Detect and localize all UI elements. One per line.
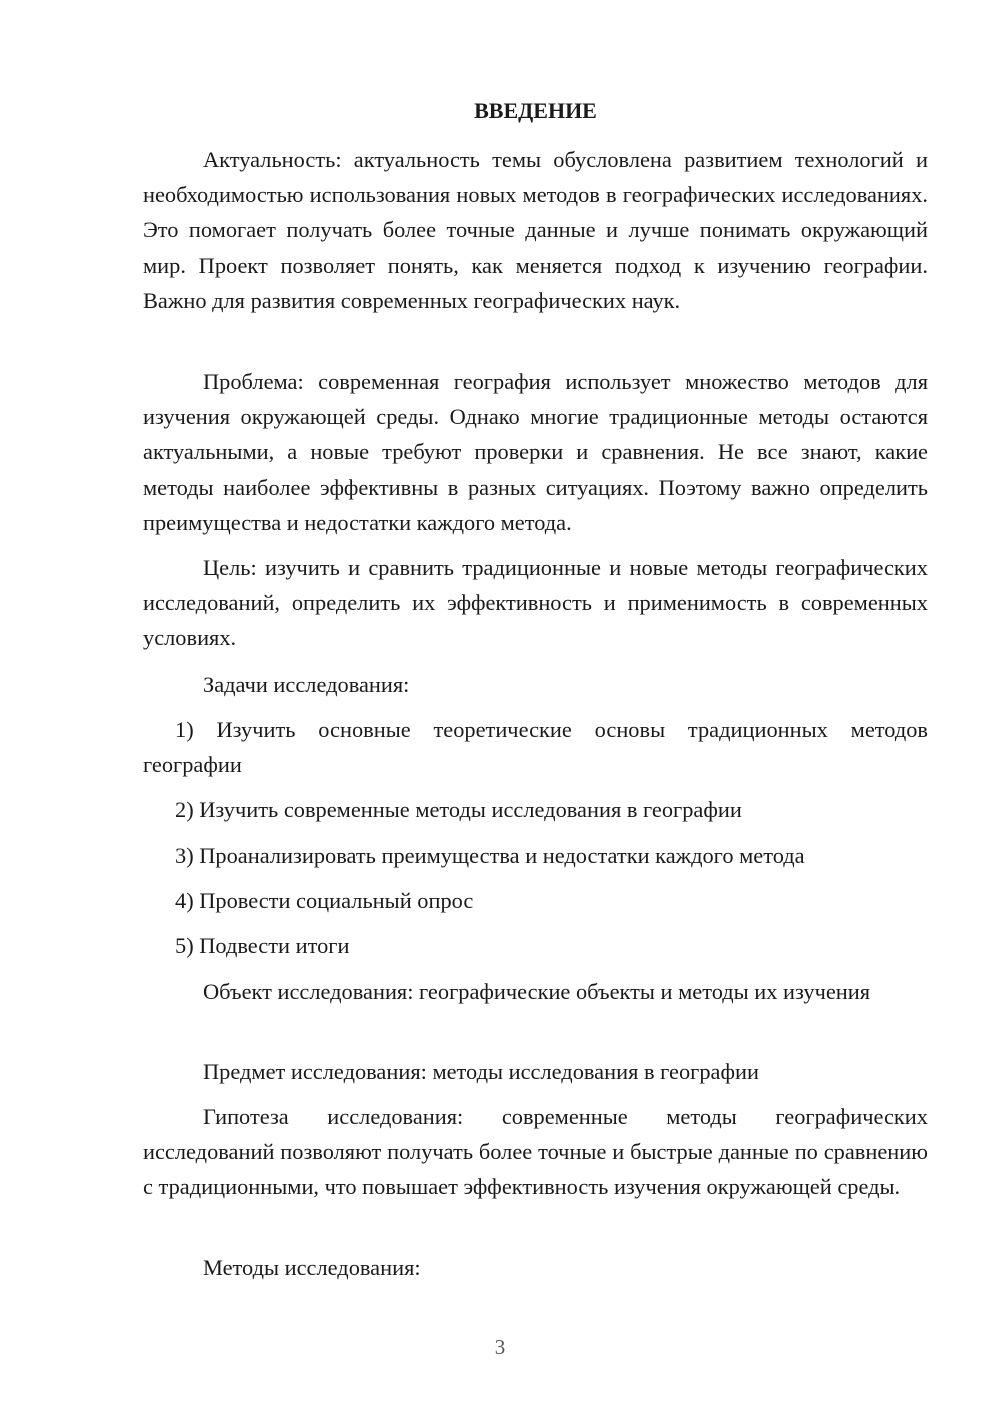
paragraph-object: Объект исследования: географические объекты и методы их изучения (203, 979, 871, 1004)
task-item-1: 1) Изучить основные теоретические основы традиционных методов географии (143, 717, 928, 778)
paragraph-goal: Цель: изучить и сравнить традиционные и новые методы географических исследований, определить их эффективность и применимость в современных условиях. (143, 555, 928, 651)
paragraph-problem: Проблема: современная география использует множество методов для изучения окружающей среды. Однако многие традиционные методы остаются актуальными, а новые требуют проверки и сравнения. Не все знают, какие методы наиболее эффективны в разных ситуациях. Поэтому важно определить преимущества и недостатки каждого метода. (143, 369, 928, 535)
paragraph-relevance: Актуальность: актуальность темы обусловлена развитием технологий и необходимостью использования новых методов в географических исследованиях. Это помогает получать более точные данные и лучше понимать окружающий мир. Проект позволяет понять, как меняется подход к изучению географии. Важно для развития современных географических наук. (143, 147, 928, 313)
task-item-5: 5) Подвести итоги (175, 933, 350, 958)
page-number: 3 (494, 1335, 506, 1359)
task-item-2: 2) Изучить современные методы исследования в географии (175, 797, 742, 822)
paragraph-tasks-heading: Задачи исследования: (203, 672, 410, 697)
paragraph-methods-heading: Методы исследования: (203, 1255, 421, 1280)
paragraph-subject: Предмет исследования: методы исследования в географии (203, 1059, 759, 1084)
task-item-4: 4) Провести социальный опрос (175, 888, 474, 913)
page-title: ВВЕДЕНИЕ (474, 98, 597, 123)
paragraph-hypothesis: Гипотеза исследования: современные методы географических исследований позволяют получать более точные и быстрые данные по сравнению с традиционными, что повышает эффективность изучения окружающей среды. (143, 1104, 928, 1200)
task-item-3: 3) Проанализировать преимущества и недостатки каждого метода (175, 843, 805, 868)
